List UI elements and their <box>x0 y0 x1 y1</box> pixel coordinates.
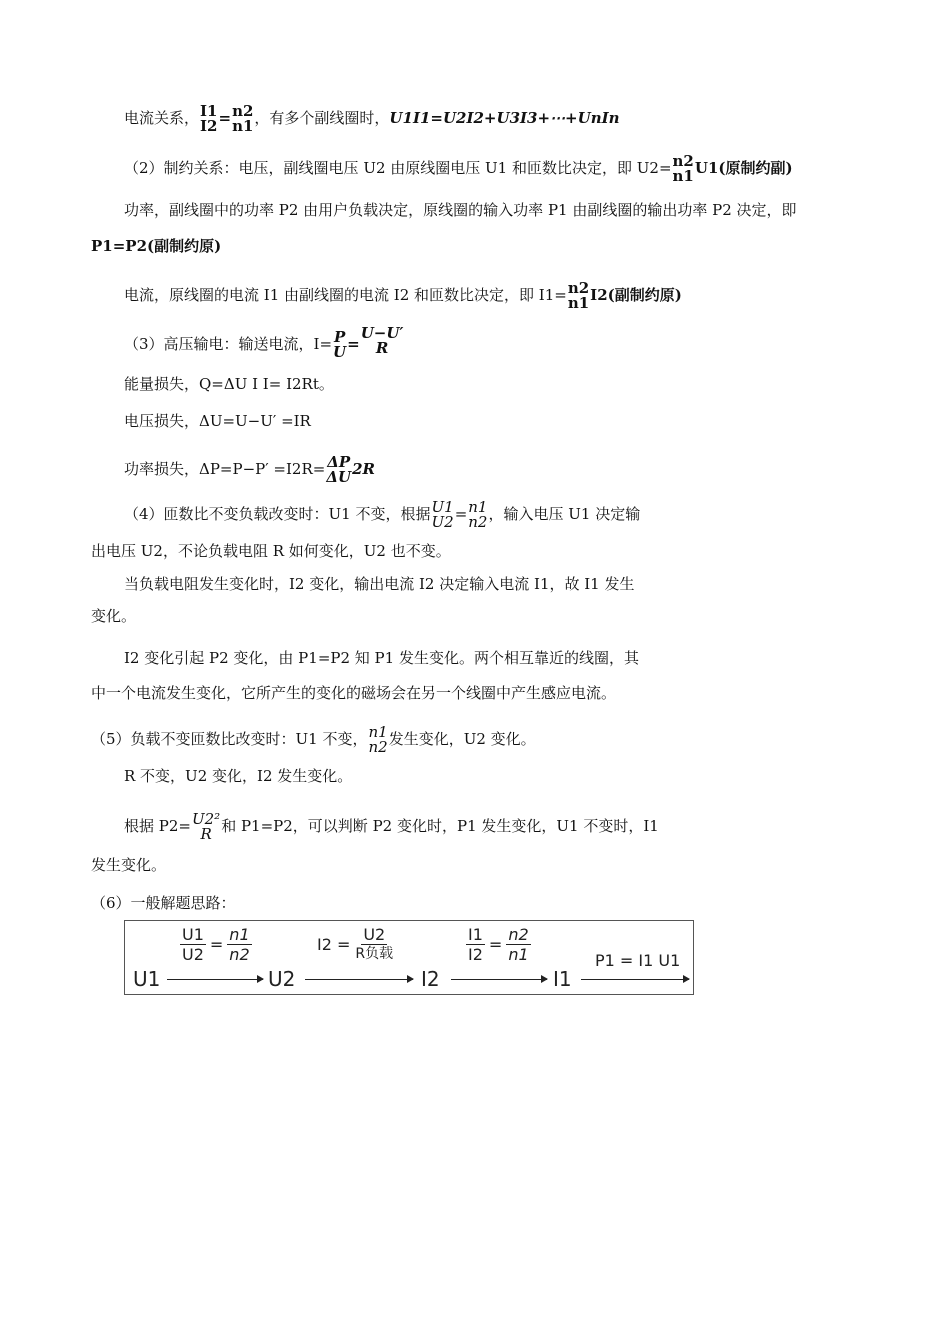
current-turns-fraction: n2 n1 <box>567 279 590 312</box>
current-relation-line <box>124 104 620 134</box>
flow-step-current-ratio: $\frac{I1}{I2}$ = $\frac{n2}{n1}$ <box>468 925 529 964</box>
judge-cont: 发生变化。 <box>91 856 167 874</box>
power-loss-fraction: ΔP ΔU <box>326 453 352 486</box>
high-voltage-text: （3）高压输电：输送电流，I= <box>124 335 333 353</box>
voltage-drop-fraction: U−U′ R <box>360 324 404 357</box>
voltage-constraint-line <box>124 154 793 184</box>
current-ratio-fraction: I1 I2 <box>200 102 218 135</box>
power-constraint-line <box>124 200 797 220</box>
induction-line: 中一个电流发生变化，它所产生的变化的磁场会在另一个线圈中产生感应电流。 <box>91 684 617 702</box>
flow-node-u2: U2 <box>268 967 296 991</box>
fixed-ratio-text: （4）匝数比不变负载改变时：U1 不变，根据 <box>124 505 431 523</box>
r-fixed-line: R 不变，U2 变化，I2 发生变化。 <box>124 767 353 785</box>
current-constraint-line <box>124 281 682 311</box>
power-formula-fraction: U2² R <box>191 810 221 843</box>
voltage-constraint-text: （2）制约关系：电压，副线圈电压 U2 由原线圈电压 U1 和匝数比决定，即 U2= <box>124 159 672 177</box>
current-relation-prefix: 电流关系， <box>124 109 200 127</box>
fixed-load-line <box>91 725 536 755</box>
flow-step-power: P1 = I1 U1 <box>595 951 681 970</box>
fixed-load-text: （5）负载不变匝数比改变时：U1 不变， <box>91 730 368 748</box>
high-voltage-line <box>124 324 404 361</box>
turns-ratio-fraction: n2 n1 <box>232 102 254 135</box>
equals-sign: = <box>218 109 232 127</box>
current-constraint-text: 电流，原线圈的电流 I1 由副线圈的电流 I2 和匝数比决定，即 I1= <box>124 286 567 304</box>
flow-arrow <box>167 979 263 980</box>
solution-approach-heading: （6）一般解题思路： <box>91 894 236 912</box>
voltage-turns-fraction: n2 n1 <box>672 152 694 185</box>
fixed-load-tail: 发生变化，U2 变化。 <box>388 730 536 748</box>
fixed-ratio-tail: ，输入电压 U1 决定输 <box>488 505 641 523</box>
voltage-loss-line: 电压损失，ΔU=U−U′ =IR <box>124 412 311 430</box>
flow-node-i1: I1 <box>553 967 572 991</box>
solution-flow-diagram <box>124 920 694 995</box>
turns-ratio-fraction: n1 n2 <box>368 723 388 756</box>
power-constraint-text: 功率，副线圈中的功率 P2 由用户负载决定，原线圈的输入功率 P1 由副线圈的输出功率 P2 决定，即 <box>124 201 797 219</box>
load-change-cont: 变化。 <box>91 607 137 625</box>
i2-change-line: I2 变化引起 P2 变化，由 P1=P2 知 P1 发生变化。两个相互靠近的线圈，其 <box>124 649 639 667</box>
judge-text: 根据 P2= <box>124 817 191 835</box>
flow-node-u1: U1 <box>133 967 161 991</box>
power-loss-line <box>124 455 375 485</box>
equals-sign: = <box>347 335 360 353</box>
judge-line <box>124 812 659 842</box>
load-change-line: 当负载电阻发生变化时，I2 变化，输出电流 I2 决定输入电流 I1，故 I1 发生 <box>124 575 635 593</box>
turns-ratio-fraction: n1 n2 <box>468 498 488 531</box>
multi-coil-text: ，有多个副线圈时， <box>254 109 390 127</box>
flow-step-current-output: I2 = $\frac{U2}{\text{R负载}}$ <box>317 925 394 962</box>
flow-arrow <box>305 979 413 980</box>
flow-arrow <box>451 979 547 980</box>
energy-loss-line: 能量损失，Q=ΔU I I= I2Rt。 <box>124 375 334 393</box>
power-loss-tail: 2R <box>352 460 375 478</box>
power-voltage-fraction: P U <box>333 328 347 361</box>
fixed-ratio-line <box>124 500 640 530</box>
judge-tail: 和 P1=P2，可以判断 P2 变化时，P1 发生变化，U1 不变时，I1 <box>221 817 659 835</box>
voltage-ratio-fraction: U1 U2 <box>431 498 454 531</box>
flow-node-i2: I2 <box>421 967 440 991</box>
power-constraint-formula: P1=P2(副制约原) <box>91 237 222 255</box>
current-constraint-tail: I2(副制约原) <box>590 286 682 304</box>
equals-sign: = <box>454 505 468 523</box>
flow-arrow <box>581 979 689 980</box>
flow-step-voltage-ratio: $\frac{U1}{U2}$ = $\frac{n1}{n2}$ <box>182 925 250 964</box>
voltage-constraint-tail: U1(原制约副) <box>694 159 793 177</box>
multi-coil-formula: U1I1=U2I2+U3I3+⋯+UnIn <box>389 109 620 127</box>
power-loss-text: 功率损失，ΔP=P−P′ =I2R= <box>124 460 326 478</box>
output-voltage-line: 出电压 U2，不论负载电阻 R 如何变化，U2 也不变。 <box>91 542 451 560</box>
